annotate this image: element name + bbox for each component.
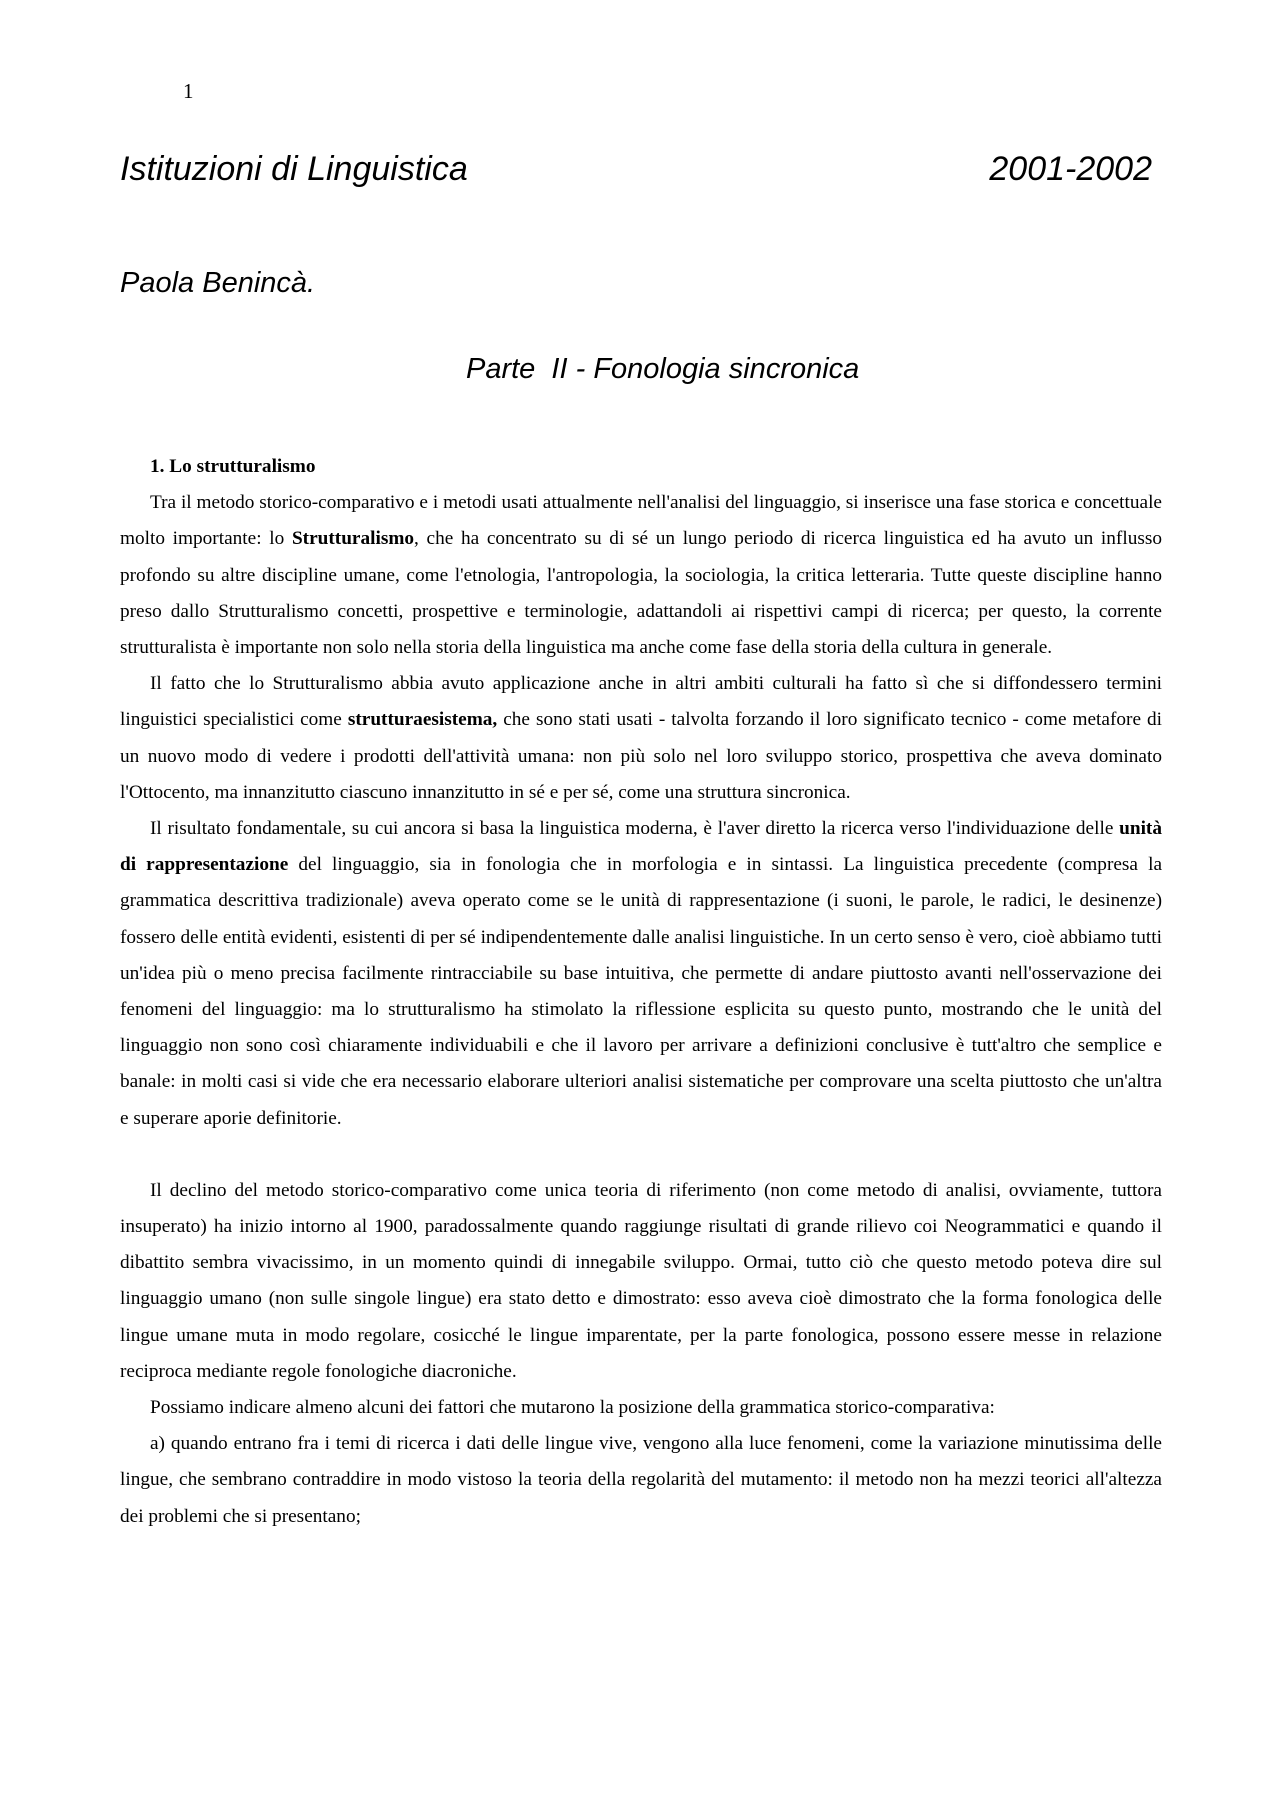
paragraph-3 bbox=[120, 811, 1162, 1137]
section-heading: 1. Lo strutturalismo bbox=[150, 456, 316, 477]
page-number: 1 bbox=[183, 79, 194, 103]
paragraph-6: a) quando entrano fra i temi di ricerca i dati delle lingue vive, vengono alla luce fenomeni, come la variazione minutissima delle lingue, che sembrano contraddire in modo vistoso la teoria della regolarità del mutamento: il metodo non ha mezzi teorici all'altezza dei problemi che si presentano; bbox=[120, 1433, 1162, 1527]
paragraph-4: Il declino del metodo storico-comparativo come unica teoria di riferimento (non come metodo di analisi, ovviamente, tuttora insuperato) ha inizio intorno al 1900, paradossalmente quando raggiunge risultati di grande rilievo coi Neogrammatici e quando il dibattito sembra vivacissimo, in un momento quindi di innegabile sviluppo. Ormai, tutto ciò che questo metodo poteva dire sul linguaggio umano (non sulle singole lingue) era stato detto e dimostrato: esso aveva cioè dimostrato che la forma fonologica delle lingue umane muta in modo regolare, cosicché le lingue imparentate, per la parte fonologica, possono essere messe in relazione reciproca mediante regole fonologiche diacroniche. bbox=[120, 1179, 1162, 1382]
paragraph-3-text-a: Il risultato fondamentale, su cui ancora si basa la linguistica moderna, è l'aver diretto la ricerca verso l'individuazione delle bbox=[150, 818, 1120, 840]
paragraph-5: Possiamo indicare almeno alcuni dei fattori che mutarono la posizione della grammatica storico-comparativa: bbox=[150, 1397, 995, 1419]
course-title: Istituzioni di Linguistica bbox=[120, 150, 468, 188]
paragraph-3-text-c: del linguaggio, sia in fonologia che in morfologia e in sintassi. La linguistica precedente (compresa la grammatica descrittiva tradizionale) aveva operato come se le unità di rappresentazione (i suoni, le parole, le radici, le desinenze) fossero delle entità evidenti, esistenti di per sé indipendentemente dalle analisi linguistiche. In un certo senso è vero, cioè abbiamo tutti un'idea più o meno precisa facilmente rintracciabile su base intuitiva, che permette di andare piuttosto avanti nell'osservazione dei fenomeni del linguaggio: ma lo strutturalismo ha stimolato la riflessione esplicita su questo punto, mostrando che le unità del linguaggio non sono così chiaramente individuabili e che il lavoro per arrivare a definizioni conclusive è tutt'altro che semplice e banale: in molti casi si vide che era necessario elaborare ulteriori analisi sistematiche per comprovare una scelta piuttosto che un'altra e superare aporie definitorie. bbox=[120, 854, 1162, 1129]
paragraph-2-bold-term: strutturaesistema, bbox=[347, 709, 498, 731]
paragraph-2-text-a: Il fatto che lo Strutturalismo abbia avuto applicazione anche in altri ambiti culturali ha fatto sì che si diffondessero termini linguistici specialistici come bbox=[120, 673, 1162, 731]
document-header bbox=[120, 149, 1152, 190]
paragraph-1 bbox=[120, 485, 1162, 666]
body-text bbox=[120, 449, 1162, 1535]
paragraph-1-bold-term: Strutturalismo bbox=[291, 528, 415, 550]
paragraph-1-text-a: Tra il metodo storico-comparativo e i metodi usati attualmente nell'analisi del linguaggio, si inserisce una fase storica e concettuale molto importante: lo bbox=[120, 492, 1162, 550]
paragraph-1-text-c: , che ha concentrato su di sé un lungo periodo di ricerca linguistica ed ha avuto un influsso profondo su altre discipline umane, come l'etnologia, l'antropologia, la sociologia, la critica letteraria. Tutte queste discipline hanno preso dallo Strutturalismo concetti, prospettive e terminologie, adattandoli ai rispettivi campi di ricerca; per questo, la corrente strutturalista è importante non solo nella storia della linguistica ma anche come fase della storia della cultura in generale. bbox=[120, 528, 1162, 659]
paragraph-spacer bbox=[120, 1137, 1162, 1173]
paragraph-2-text-c: che sono stati usati - talvolta forzando il loro significato tecnico - come metafore di un nuovo modo di vedere i prodotti dell'attività umana: non più solo nel loro sviluppo storico, prospettiva che aveva dominato l'Ottocento, ma innanzitutto ciascuno innanzitutto in sé e per sé, come una struttura sincronica. bbox=[120, 709, 1162, 803]
academic-year: 2001-2002 bbox=[989, 150, 1152, 188]
author-name: Paola Benincà. bbox=[120, 267, 316, 299]
part-title: Parte II - Fonologia sincronica bbox=[466, 353, 860, 385]
paragraph-3-bold-term: unità di rappresentazione bbox=[120, 818, 1162, 876]
paragraph-2 bbox=[120, 666, 1162, 811]
